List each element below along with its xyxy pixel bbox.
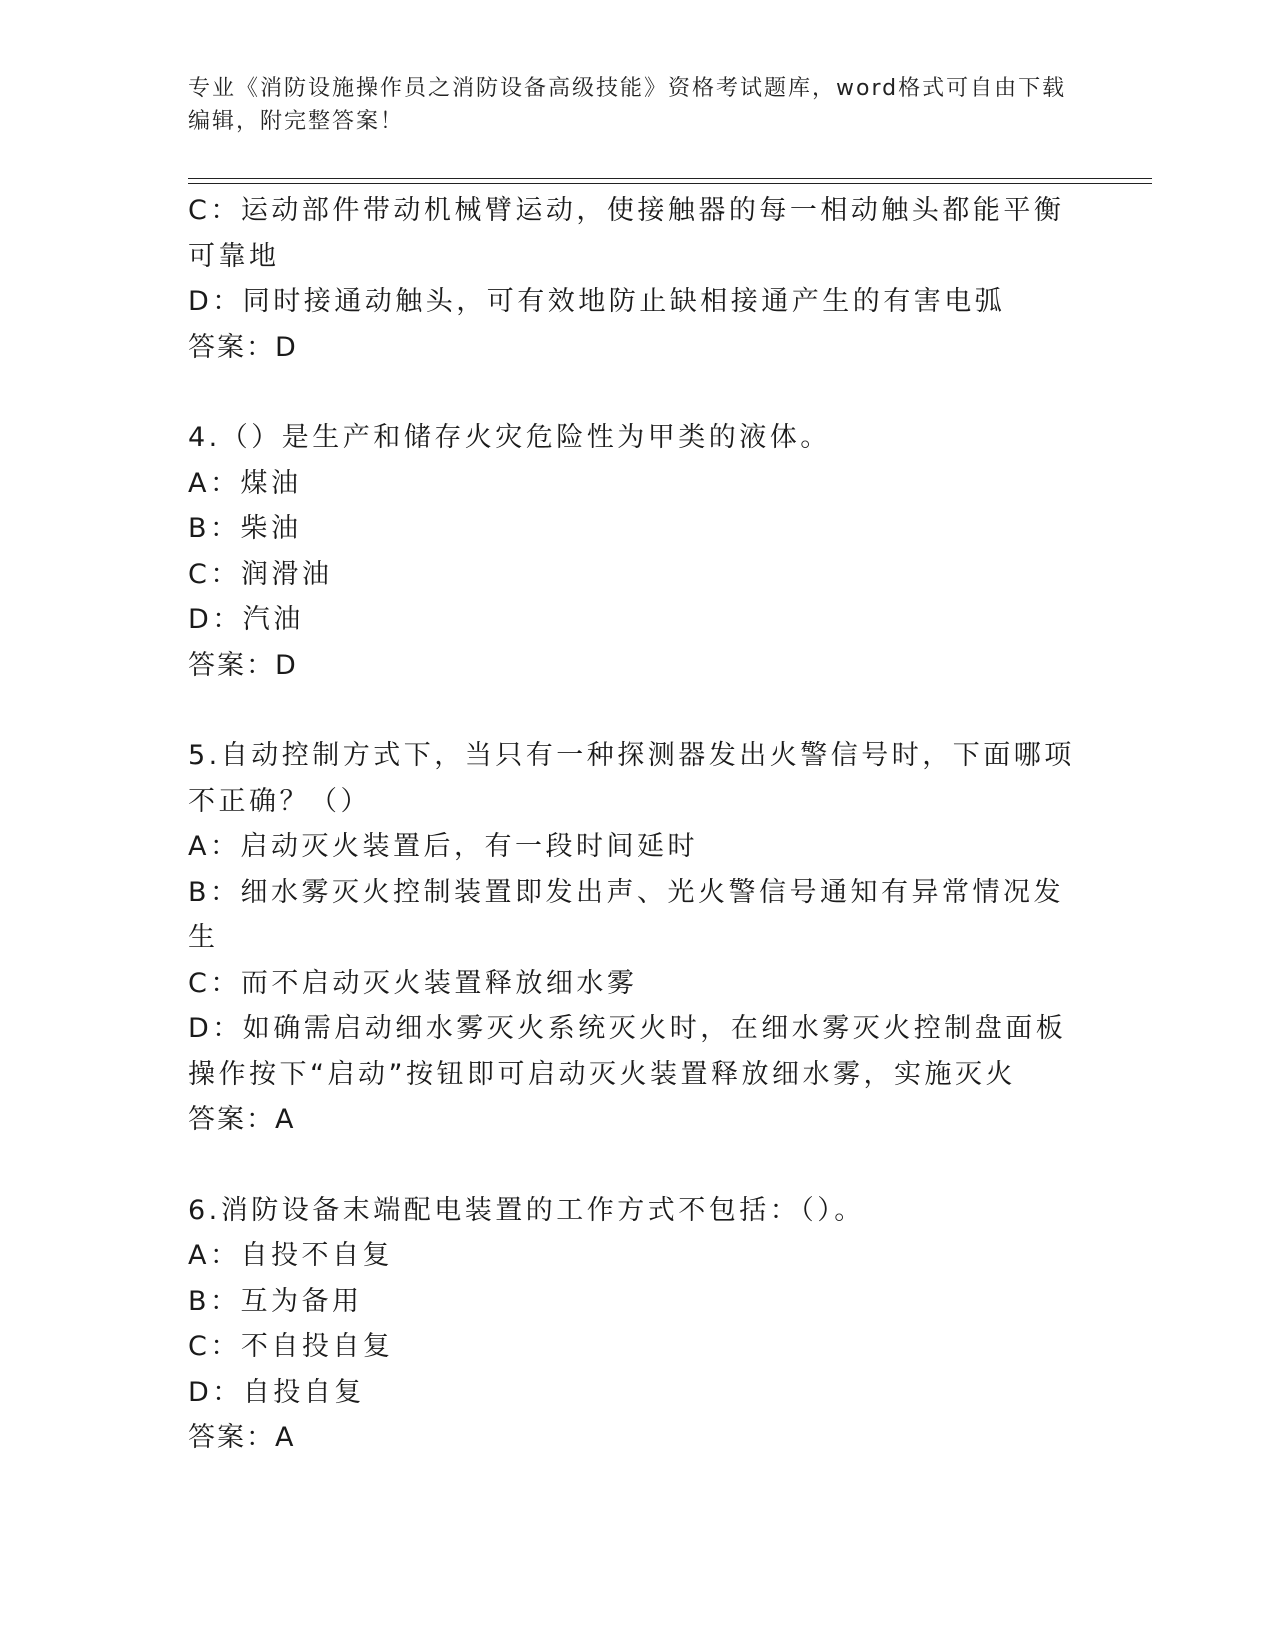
question-4 — [188, 415, 1088, 688]
option-d: D：汽油 — [188, 604, 304, 635]
question-stem: 6.消防设备末端配电装置的工作方式不包括：（）。 — [188, 1194, 865, 1226]
question-5 — [188, 733, 1088, 1143]
document-header: 专业《消防设施操作员之消防设备高级技能》资格考试题库，word格式可自由下载编辑，附完整答案！ — [188, 76, 1067, 134]
option-c: C：不自投自复 — [188, 1331, 394, 1362]
option-d: D：同时接通动触头，可有效地防止缺相接通产生的有害电弧 — [188, 286, 1006, 317]
header-divider-top — [188, 178, 1152, 179]
option-c: C：运动部件带动机械臂运动，使接触器的每一相动触头都能平衡可靠地 — [188, 195, 1065, 272]
previous-question-tail — [188, 188, 1088, 370]
option-d: D：自投自复 — [188, 1376, 365, 1408]
question-6 — [188, 1188, 1088, 1461]
option-a: A：煤油 — [188, 467, 302, 499]
question-stem: 4.（）是生产和储存火灾危险性为甲类的液体。 — [188, 422, 831, 453]
option-d: D：如确需启动细水雾灭火系统灭火时，在细水雾灭火控制盘面板操作按下“启动”按钮即可启动灭火装置释放细水雾，实施灭火 — [188, 1013, 1067, 1090]
option-a: A：自投不自复 — [188, 1240, 393, 1271]
option-c: C：润滑油 — [188, 558, 333, 590]
option-c: C：而不启动灭火装置释放细水雾 — [188, 967, 638, 999]
answer-line: 答案：A — [188, 1422, 296, 1453]
answer-line: 答案：D — [188, 331, 298, 363]
answer-line: 答案：A — [188, 1104, 296, 1135]
option-b: B：柴油 — [188, 513, 302, 544]
question-list — [188, 188, 1088, 1461]
answer-line: 答案：D — [188, 649, 298, 681]
question-stem: 5.自动控制方式下，当只有一种探测器发出火警信号时，下面哪项不正确？（） — [188, 740, 1075, 817]
option-b: B：细水雾灭火控制装置即发出声、光火警信号通知有异常情况发生 — [188, 876, 1065, 953]
option-b: B：互为备用 — [188, 1285, 363, 1317]
option-a: A：启动灭火装置后，有一段时间延时 — [188, 831, 698, 862]
header-divider-bottom — [188, 183, 1152, 184]
